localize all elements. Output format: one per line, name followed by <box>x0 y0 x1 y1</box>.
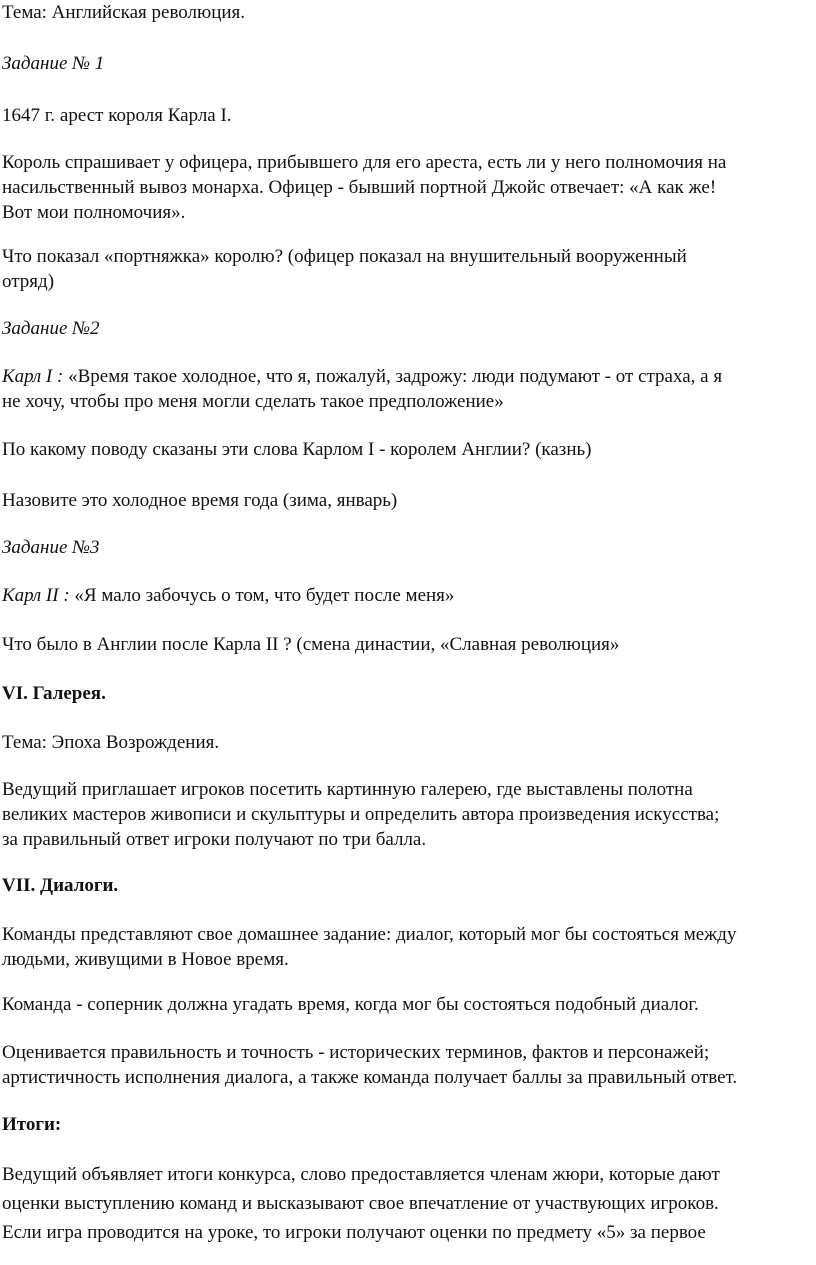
task-2-heading: Задание №2 <box>2 318 100 339</box>
task-2-speaker: Карл I : <box>2 366 64 387</box>
topic-title: Тема: Английская революция. <box>2 2 246 23</box>
section-6-topic: Тема: Эпоха Возрождения. <box>2 732 220 753</box>
task-2-quote-text: «Время такое холодное, что я, пожалуй, задрожу: люди подумают - от страха, а я <box>63 366 723 387</box>
section-7-text-3 <box>2 1040 814 1090</box>
task-1-story-line: насильственный вывоз монарха. Офицер - бывший портной Джойс отвечает: «А как же! <box>2 177 717 198</box>
task-2-question-2: Назовите это холодное время года (зима, январь) <box>2 490 398 511</box>
section-7-text-line: Оценивается правильность и точность - исторических терминов, фактов и персонажей; <box>2 1042 710 1063</box>
section-6-text-line: за правильный ответ игроки получают по три балла. <box>2 829 427 850</box>
task-1-question-line: Что показал «портняжка» королю? (офицер показал на внушительный вооруженный <box>2 246 687 267</box>
task-1-event: 1647 г. арест короля Карла I. <box>2 105 232 126</box>
section-6-text <box>2 777 814 852</box>
section-7-text-1 <box>2 922 814 972</box>
results-text-line: оценки выступлению команд и высказывают свое впечатление от участвующих игроков. <box>2 1193 719 1214</box>
section-7-text-line: людьми, живущими в Новое время. <box>2 949 289 970</box>
results-text-line: Если игра проводится на уроке, то игроки получают оценки по предмету «5» за первое <box>2 1222 706 1243</box>
task-3-quote <box>2 583 814 608</box>
task-1-question <box>2 244 814 294</box>
section-6-heading: VI. Галерея. <box>2 683 106 704</box>
task-3-question: Что было в Англии после Карла II ? (смена династии, «Славная революция» <box>2 634 620 655</box>
section-7-text-line: артистичность исполнения диалога, а также команда получает баллы за правильный ответ. <box>2 1067 738 1088</box>
task-2-quote-line <box>2 364 814 389</box>
task-3-heading: Задание №3 <box>2 537 100 558</box>
task-2-quote <box>2 364 814 414</box>
task-1-story <box>2 150 814 225</box>
results-heading: Итоги: <box>2 1114 62 1135</box>
section-6-text-line: Ведущий приглашает игроков посетить картинную галерею, где выставлены полотна <box>2 779 693 800</box>
task-3-speaker: Карл II : <box>2 585 70 606</box>
task-2-quote-line: не хочу, чтобы про меня могли сделать такое предположение» <box>2 391 504 412</box>
results-text-line: Ведущий объявляет итоги конкурса, слово предоставляется членам жюри, которые дают <box>2 1164 720 1185</box>
task-1-question-line: отряд) <box>2 271 55 292</box>
section-7-text-line: Команды представляют свое домашнее задание: диалог, который мог бы состояться между <box>2 924 737 945</box>
section-7-heading: VII. Диалоги. <box>2 875 119 896</box>
task-1-heading: Задание № 1 <box>2 53 105 74</box>
task-3-quote-text: «Я мало забочусь о том, что будет после меня» <box>69 585 455 606</box>
results-text <box>2 1160 814 1247</box>
section-7-text-2: Команда - соперник должна угадать время, когда мог бы состояться подобный диалог. <box>2 994 699 1015</box>
section-6-text-line: великих мастеров живописи и скульптуры и определить автора произведения искусства; <box>2 804 720 825</box>
task-1-story-line: Вот мои полномочия». <box>2 202 186 223</box>
task-2-question-1: По какому поводу сказаны эти слова Карлом I - королем Англии? (казнь) <box>2 439 592 460</box>
task-1-story-line: Король спрашивает у офицера, прибывшего для его ареста, есть ли у него полномочия на <box>2 152 727 173</box>
